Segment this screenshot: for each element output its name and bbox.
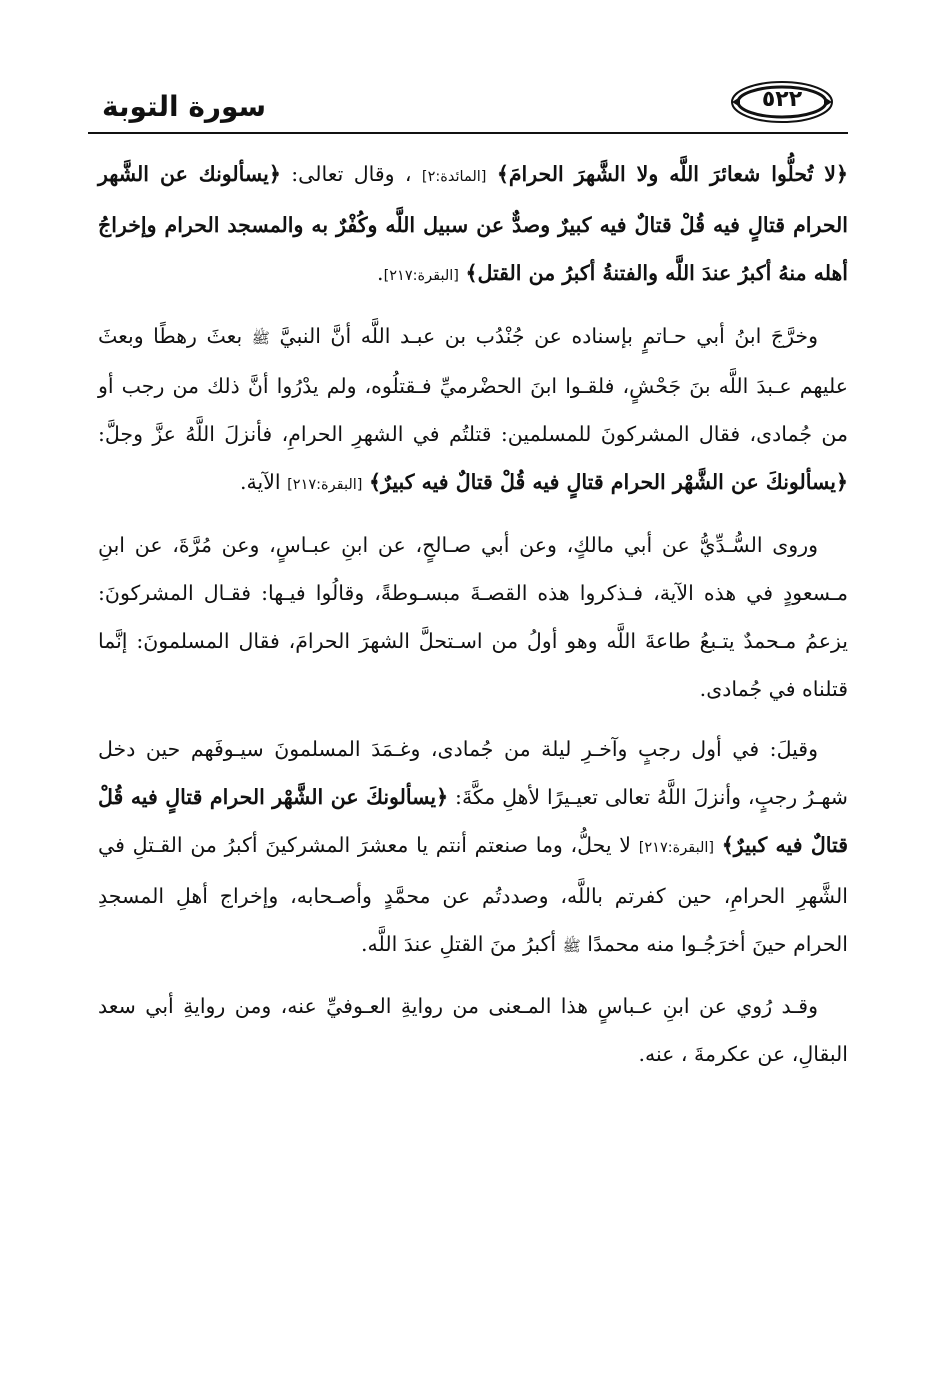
paragraph-text: أكبرُ منَ القتلِ عندَ اللَّه. xyxy=(361,932,557,956)
page-number-frame xyxy=(730,80,834,124)
page-number: ٥٢٢ xyxy=(761,87,803,112)
verse-reference: [البقرة:٢١٧] xyxy=(638,840,715,856)
text-body xyxy=(98,150,848,1090)
paragraph-4 xyxy=(98,725,848,970)
verse-reference: [البقرة:٢١٧] xyxy=(383,268,459,284)
paragraph-3 xyxy=(98,521,848,713)
paragraph-2 xyxy=(98,312,848,509)
quran-verse: ﴿يسألونكَ عن الشَّهْر الحرام قتالٍ فيه قُلْ قتالٌ فيه كبيرٌ﴾ xyxy=(369,470,848,494)
paragraph-text: وروى السُّـدِّيُّ عن أبي مالكٍ، وعن أبي صـالحٍ، عن ابنِ عبـاسٍ، وعن مُرَّةَ، عن ابنِ مـسعودٍ في هذه الآية، فـذكروا هذه القصـةَ مبسـوطةً، وقالُوا فيـها: فقـال المشركونَ: يزعمُ مـحمدٌ يتـبعُ طاعةَ اللَّه وهو أولُ من اسـتحلَّ الشهرَ الحرامَ، فقال المسلمونَ: إنَّما قتلناه في جُمادى. xyxy=(98,533,848,701)
page-header xyxy=(88,78,848,138)
honorific-ligature: ﷺ xyxy=(562,937,581,955)
verse-reference: [المائدة:٢] xyxy=(421,169,487,185)
paragraph-text: وخرَّجَ ابنُ أبي حـاتمٍ بإسناده عن جُنْدُب بن عبـد اللَّه أنَّ النبيَّ xyxy=(279,324,818,348)
paragraph-text: لا يحلُّ، وما صنعتم أنتم يا معشرَ المشركينَ أكبرُ من القـتلِ في الشَّهرِ الحرامِ، حين كفرتم باللَّه، وصددتُم عن محمَّدٍ وأصـحابه، وإخراج أهلِ المسجدِ الحرام حينَ أخرَجُـوا منه محمدًا xyxy=(98,833,848,956)
paragraph-text: وقيلَ: في أول رجبٍ وآخـرِ ليلة من جُمادى، وغـمَدَ المسلمونَ سيـوفَهم حين دخل شهـرُ رجبٍ، وأنزلَ اللَّهُ تعالى تعيـيرًا لأهلِ مكَّةَ: xyxy=(98,737,848,809)
surah-title: سورة التوبة xyxy=(102,90,267,123)
paragraph-text: الآية. xyxy=(239,470,281,494)
paragraph-text: ، وقال تعالى: xyxy=(291,162,412,186)
verse-reference: [البقرة:٢١٧] xyxy=(287,477,363,493)
paragraph-1 xyxy=(98,150,848,300)
paragraph-text: . xyxy=(377,261,384,285)
paragraph-text: بعثَ رهطًا وبعثَ عليهم عـبدَ اللَّه بنَ جَحْشٍ، فلقـوا ابنَ الحضْرميِّ فـقتلُوه، ولم يدْرُوا أنَّ ذلك من رجب أو من جُمادى، فقال المشركونَ للمسلمين: قتلتُم في الشهرِ الحرامِ، فأنزلَ اللَّهُ عزَّ وجلَّ: xyxy=(98,324,848,446)
honorific-ligature: ﷺ xyxy=(251,329,270,347)
quran-verse: ﴿يسألونك عن الشَّهر الحرام قتالٍ فيه قُلْ قتالٌ فيه كبيرٌ وصدٌّ عن سبيل اللَّه وكُفْرٌ به والمسجد الحرام وإخراجُ أهله منهُ أكبرُ عندَ اللَّه والفتنةُ أكبرُ من القتل﴾ xyxy=(98,162,848,285)
header-divider xyxy=(88,132,848,134)
paragraph-5 xyxy=(98,982,848,1078)
quran-verse: ﴿لا تُحلُّوا شعائرَ اللَّه ولا الشَّهرَ الحرامَ﴾ xyxy=(496,162,848,186)
paragraph-text: وقـد رُوي عن ابنِ عـباسٍ هذا المـعنى من روايةِ العـوفيِّ عنه، ومن روايةِ أبي سعد البقالِ، عن عكرمةَ ، عنه. xyxy=(98,994,848,1066)
quran-verse: ﴿يسألونكَ عن الشَّهْر الحرام قتالٍ فيه قُلْ قتالٌ فيه كبيرٌ﴾ xyxy=(98,785,848,857)
